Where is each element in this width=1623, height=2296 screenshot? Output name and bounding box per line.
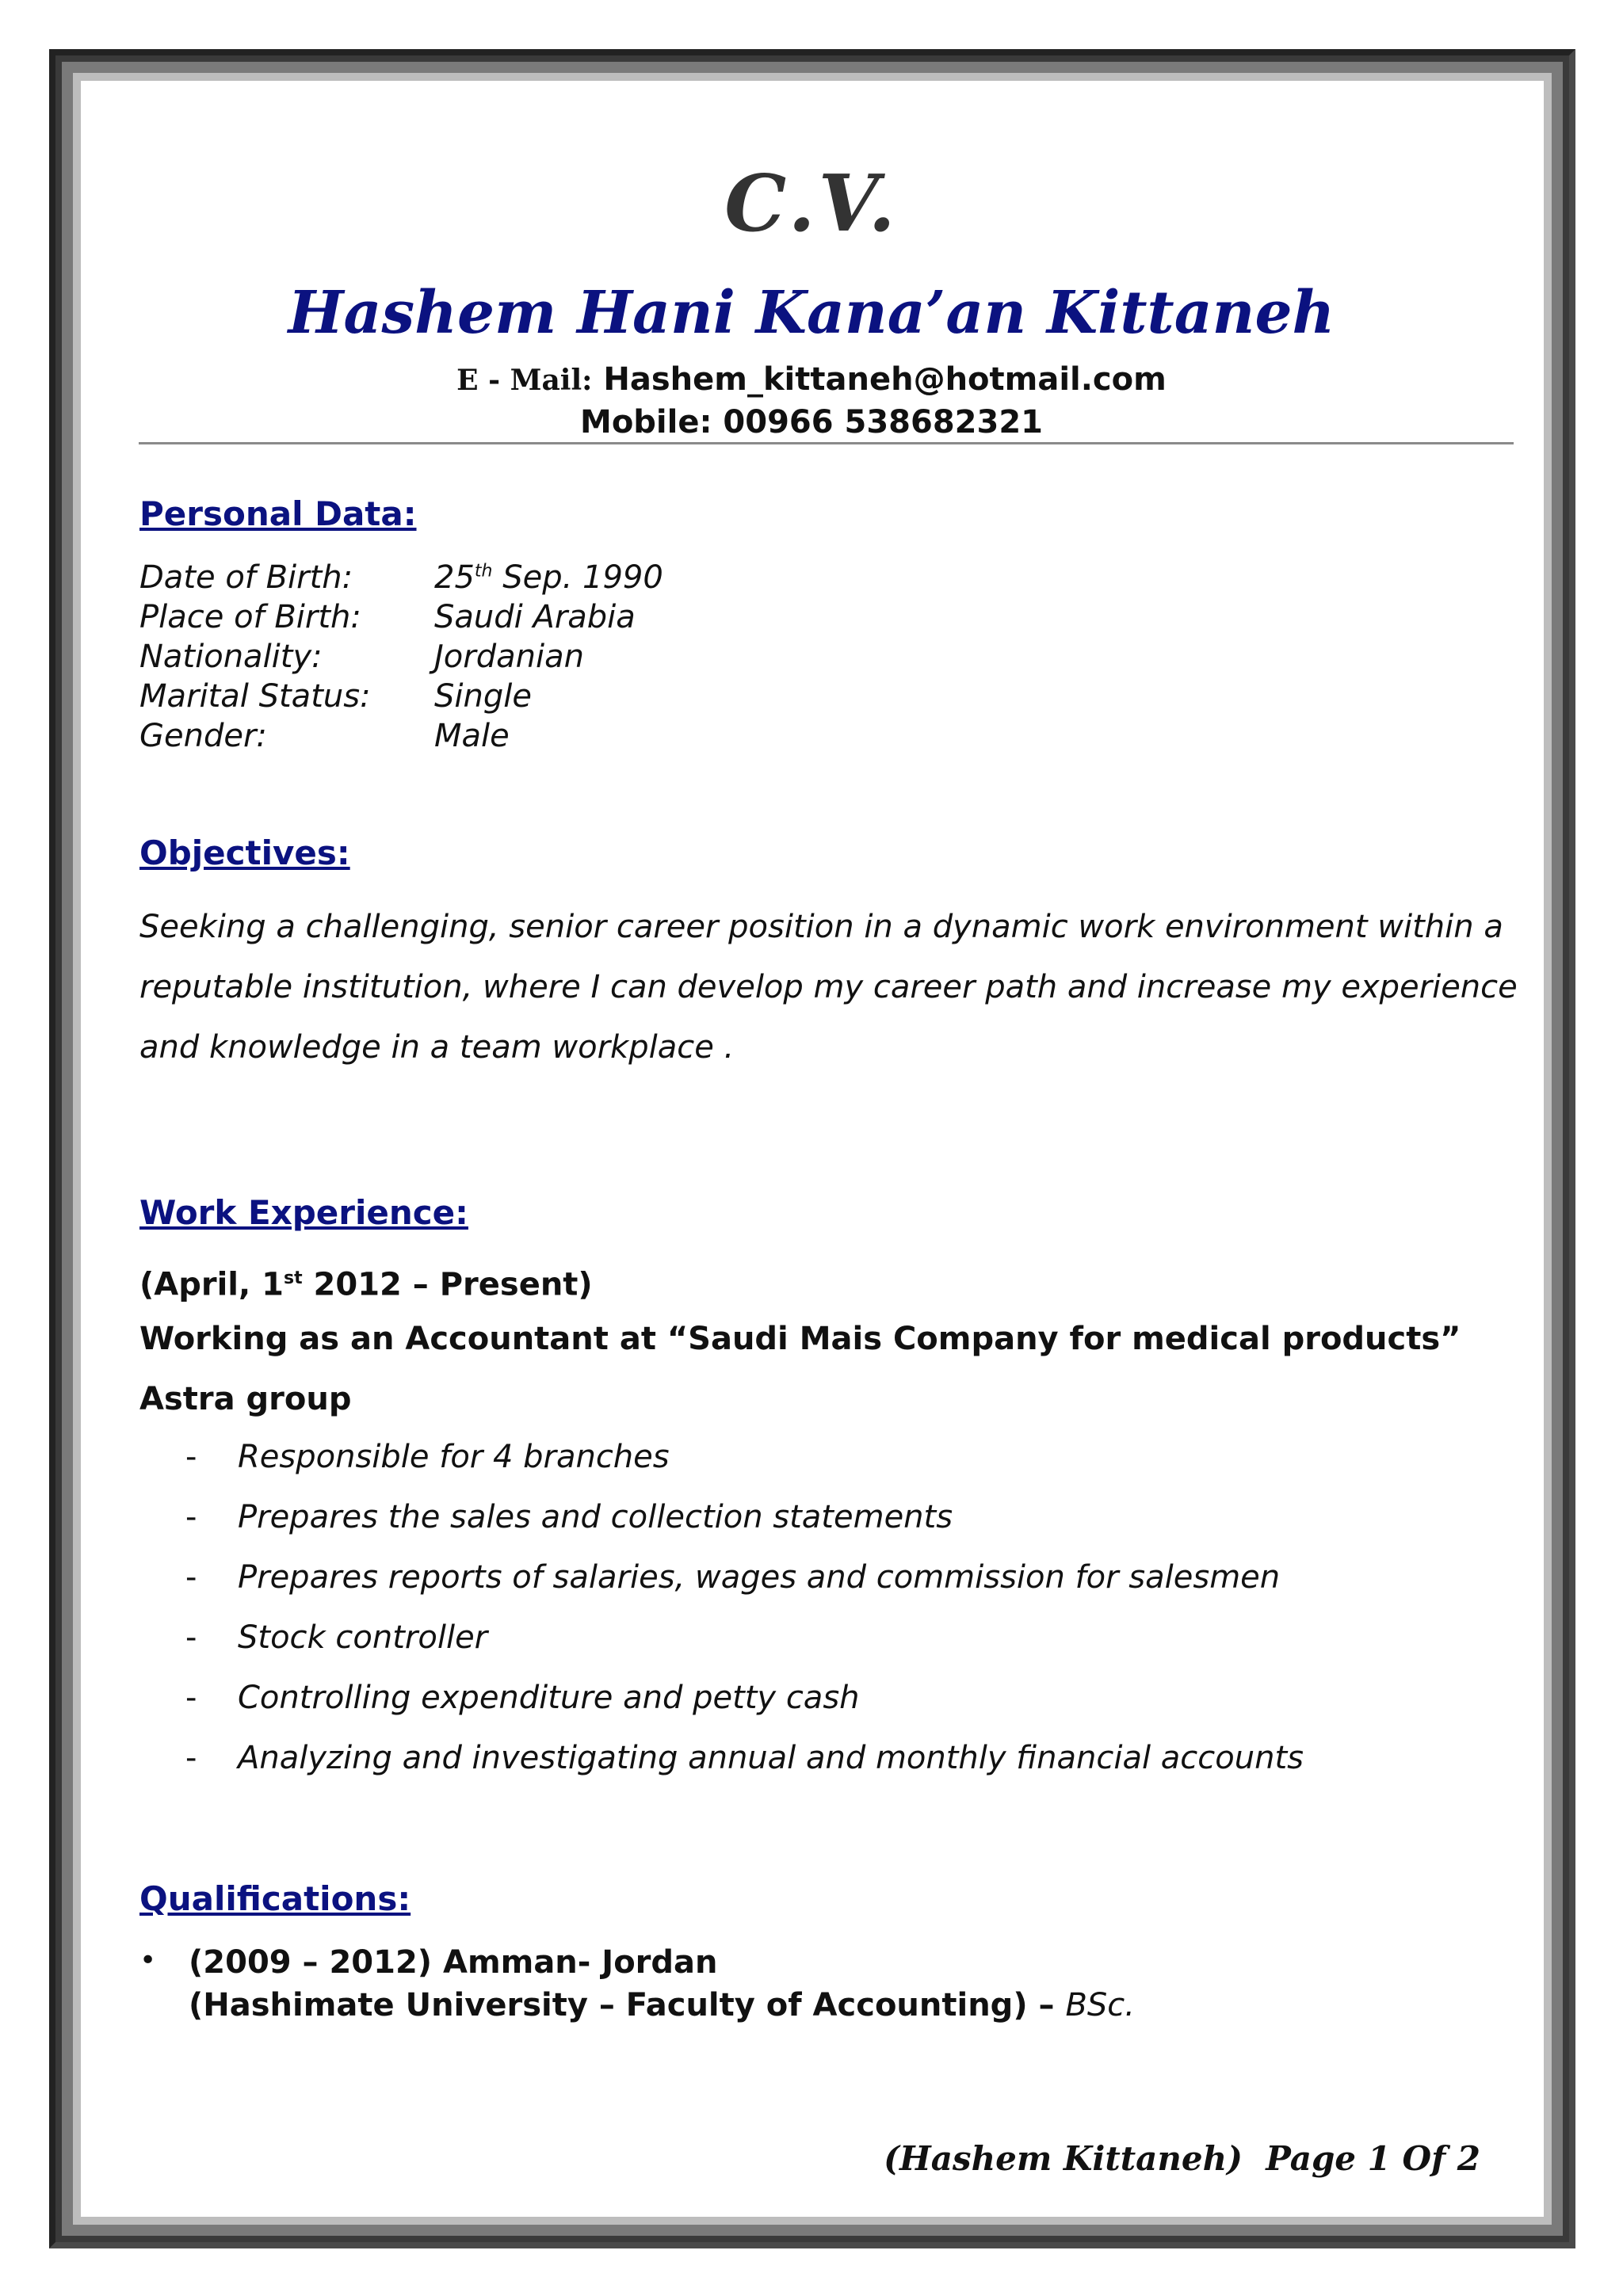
email-label: E - Mail: [456, 364, 593, 397]
dob-label: Date of Birth: [139, 559, 353, 596]
bullet-marker: • [139, 1944, 157, 1977]
duty-text: Responsible for 4 branches [238, 1439, 670, 1475]
personal-row-pob [139, 599, 636, 635]
mobile-number: Mobile: 00966 538682321 [580, 404, 1043, 441]
pob-label: Place of Birth: [139, 599, 361, 635]
nationality-value: Jordanian [434, 639, 584, 675]
institution-name: (Hashimate University – Faculty of Accounting) – [189, 1987, 1066, 2023]
qualification-years-place: (2009 – 2012) Amman- Jordan [189, 1944, 718, 1981]
work-period [139, 1249, 1503, 1314]
duty-text: Analyzing and investigating annual and monthly financial accounts [238, 1740, 1304, 1776]
qualifications-heading: Qualifications: [139, 1879, 411, 1918]
duty-text: Controlling expenditure and petty cash [238, 1680, 860, 1716]
gender-value: Male [434, 718, 510, 754]
personal-row-marital [139, 678, 532, 715]
header-divider [139, 442, 1514, 444]
dob-suffix: th [474, 561, 493, 582]
personal-row-nationality [139, 639, 584, 675]
dash-marker: - [185, 1740, 197, 1776]
degree: BSc. [1065, 1987, 1135, 2023]
page-footer: (Hashem Kittaneh) Page 1 Of 2 [884, 2139, 1480, 2178]
work-period-start: (April, 1 [139, 1266, 284, 1303]
candidate-name: Hashem Hani Kana’an Kittaneh [288, 279, 1335, 347]
personal-row-dob [139, 559, 663, 596]
duty-item [185, 1559, 1280, 1596]
nationality-label: Nationality: [139, 639, 323, 675]
work-position: Working as an Accountant at “Saudi Mais Company for medical products” Astra group [139, 1321, 1461, 1417]
qualification-institution [189, 1987, 1135, 2023]
objectives-text: Seeking a challenging, senior career position in a dynamic work environment within a reputable institution, where I can develop my career path and increase my experience and knowledge in a team workplace . [139, 909, 1518, 1066]
personal-data-heading: Personal Data: [139, 494, 417, 533]
dob-rest: Sep. 1990 [492, 559, 663, 596]
work-period-end: 2012 – Present) [302, 1266, 593, 1303]
qualification-item [139, 1944, 1487, 2031]
email-line [0, 361, 1623, 398]
dash-marker: - [185, 1439, 197, 1475]
duty-text: Prepares reports of salaries, wages and commission for salesmen [238, 1559, 1281, 1596]
duty-text: Stock controller [238, 1619, 488, 1656]
dash-marker: - [185, 1619, 197, 1656]
dash-marker: - [185, 1680, 197, 1716]
pob-value: Saudi Arabia [434, 599, 636, 635]
duty-item [185, 1439, 670, 1475]
work-experience-heading: Work Experience: [139, 1193, 468, 1232]
cv-title: C.V. [724, 158, 899, 250]
duty-item [185, 1740, 1304, 1776]
work-period-suffix: st [283, 1268, 303, 1288]
marital-value: Single [434, 678, 532, 715]
dash-marker: - [185, 1559, 197, 1596]
personal-row-gender [139, 718, 510, 754]
objectives-heading: Objectives: [139, 833, 350, 872]
duty-item [185, 1680, 860, 1716]
gender-label: Gender: [139, 718, 267, 754]
dash-marker: - [185, 1499, 197, 1535]
duty-text: Prepares the sales and collection statements [238, 1499, 953, 1535]
duty-item [185, 1619, 487, 1656]
dob-day: 25 [434, 559, 475, 596]
duty-item [185, 1499, 953, 1535]
email-address[interactable]: Hashem_kittaneh@hotmail.com [603, 361, 1167, 398]
marital-label: Marital Status: [139, 678, 371, 715]
